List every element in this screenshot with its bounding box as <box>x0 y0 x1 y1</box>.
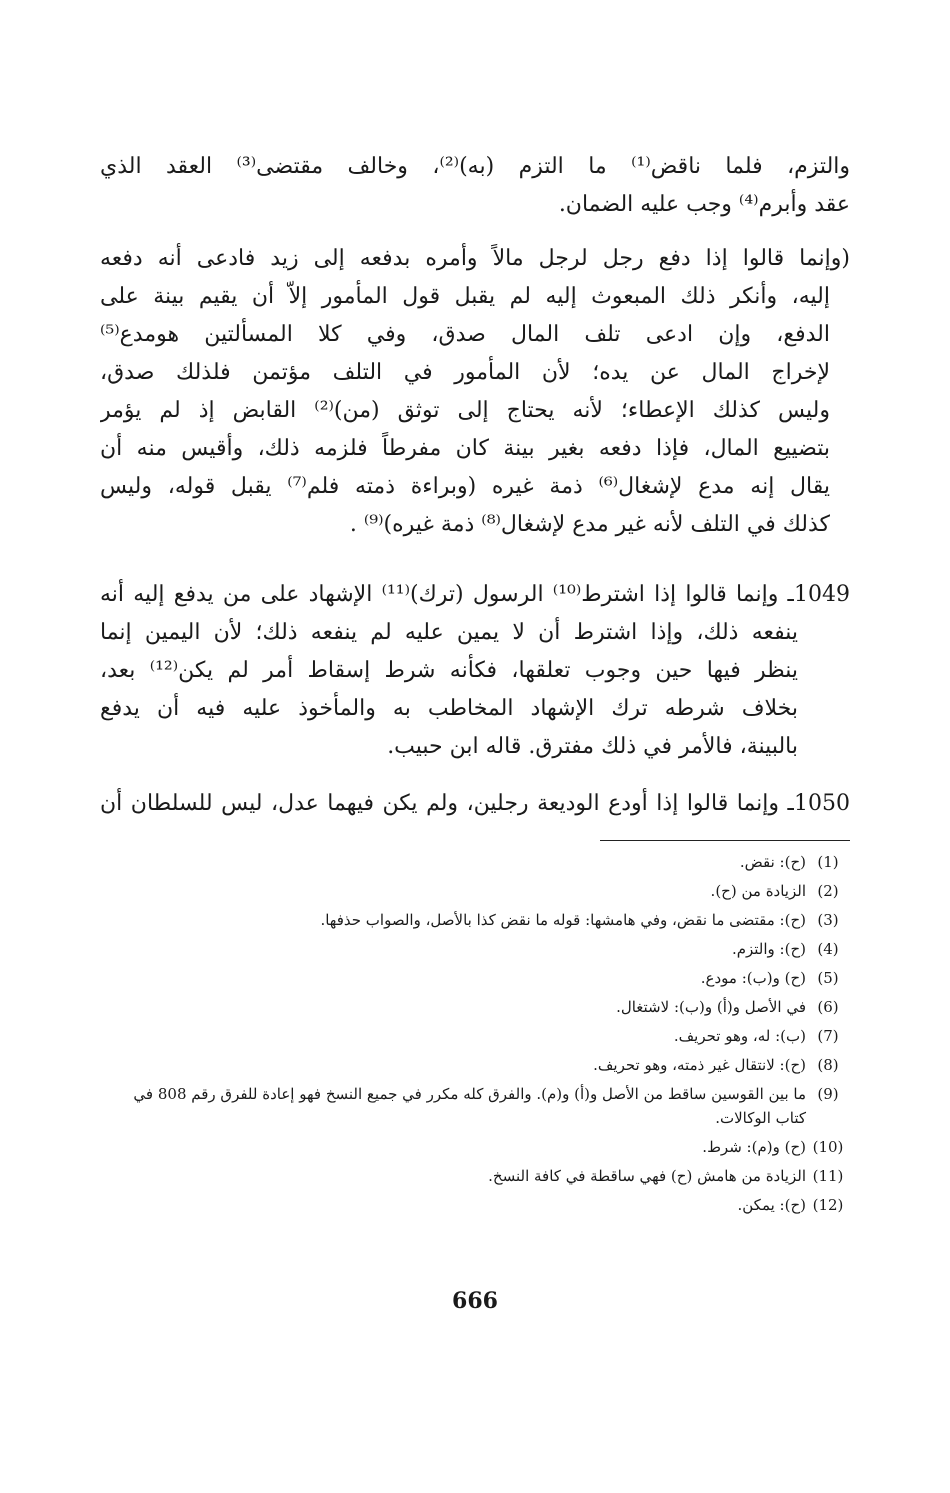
footnote <box>100 908 850 932</box>
footnote-text: الزيادة من هامش (ح) فهي ساقطة في كافة النسخ. <box>488 1167 806 1185</box>
paragraph-number: 1050 <box>794 791 850 816</box>
text-line: (وإنما قالوا إذا دفع رجل لرجل مالاً وأمره بدفعه إلى زيد فادعى أنه دفعه <box>100 246 850 271</box>
footnote-text: (ح): والتزم. <box>731 940 806 958</box>
text-line: يقال إنه مدع لإشغال⁽⁶⁾ ذمة غيره (وبراءة ذمته فلم⁽⁷⁾ يقبل قوله، وليس <box>100 474 830 499</box>
footnote <box>100 966 850 990</box>
footnotes <box>100 850 850 1222</box>
footnote-text: (ح): يمكن. <box>737 1196 806 1214</box>
footnote-number: (1) <box>817 853 839 871</box>
text-line: بتضييع المال، فإذا دفعه بغير بينة كان مفرطاً فلزمه ذلك، وأقيس منه أن <box>100 436 830 461</box>
text-line: ينفعه ذلك، وإذا اشترط أن لا يمين عليه لم ينفعه ذلك؛ لأن اليمين إنما <box>100 620 798 645</box>
text-line: إليه، وأنكر ذلك المبعوث إليه لم يقبل قول المأمور إلاّ أن يقيم بينة على <box>100 284 830 309</box>
footnote-number: (12) <box>812 1196 844 1214</box>
footnote-text: (ح) و(م): شرط. <box>702 1138 806 1156</box>
footnote-number: (7) <box>817 1027 839 1045</box>
text-line: بالبينة، فالأمر في ذلك مفترق. قاله ابن حبيب. <box>387 734 798 759</box>
footnote-text: الزيادة من (ح). <box>710 882 806 900</box>
text-line: وليس كذلك الإعطاء؛ لأنه يحتاج إلى توثق (من)⁽²⁾ القابض إذ لم يؤمر <box>100 398 830 423</box>
text-line: كذلك في التلف لأنه غير مدع لإشغال⁽⁸⁾ ذمة غيره)⁽⁹⁾ . <box>349 512 830 537</box>
footnote <box>100 1082 850 1130</box>
text-line: ـ وإنما قالوا إذا اشترط⁽¹⁰⁾ الرسول (ترك)⁽¹¹⁾ الإشهاد على من يدفع إليه أنه <box>100 582 794 607</box>
paragraph-1049 <box>100 576 850 766</box>
page-number: 666 <box>452 1288 498 1314</box>
footnote <box>100 937 850 961</box>
footnote <box>100 1164 850 1188</box>
footnote-number: (10) <box>812 1138 844 1156</box>
text-line: بخلاف شرطه ترك الإشهاد المخاطب به والمأخوذ عليه فيه أن يدفع <box>100 696 798 721</box>
footnote <box>100 995 850 1019</box>
footnote <box>100 879 850 903</box>
text-line: لإخراج المال عن يده؛ لأن المأمور في التلف مؤتمن فلذلك صدق، <box>100 360 830 385</box>
footnote-divider <box>600 840 850 841</box>
numbered-line <box>100 785 850 823</box>
footnote <box>100 1193 850 1217</box>
numbered-line <box>100 576 850 614</box>
footnote-number: (3) <box>817 911 839 929</box>
text-line: الدفع، وإن ادعى تلف المال صدق، وفي كلا المسألتين هومدع⁽⁵⁾ <box>100 322 830 347</box>
footnote-text: (ح): نقض. <box>739 853 806 871</box>
footnote-text: (ح): لانتقال غير ذمته، وهو تحريف. <box>593 1056 806 1074</box>
footnote-text: (ب): له، وهو تحريف. <box>673 1027 806 1045</box>
footnote-number: (8) <box>817 1056 839 1074</box>
text-line: ـ وإنما قالوا إذا أودع الوديعة رجلين، ولم يكن فيهما عدل، ليس للسلطان أن <box>100 791 794 816</box>
paragraph-continuation <box>100 148 850 224</box>
text-line: والتزم، فلما ناقض⁽¹⁾ ما التزم (به)⁽²⁾، وخالف مقتضى⁽³⁾ العقد الذي <box>100 154 850 179</box>
footnote-number: (2) <box>817 882 839 900</box>
paragraph-1050 <box>100 785 850 823</box>
footnote-number: (11) <box>812 1167 844 1185</box>
footnote <box>100 1053 850 1077</box>
paragraph-bracketed <box>100 240 850 544</box>
footnote <box>100 1135 850 1159</box>
paragraph-number: 1049 <box>794 582 850 607</box>
footnote-number: (5) <box>817 969 839 987</box>
footnote-text: (ح) و(ب): مودع. <box>700 969 806 987</box>
text-line: عقد وأبرم⁽⁴⁾ وجب عليه الضمان. <box>558 192 850 217</box>
footnote-number: (9) <box>817 1085 839 1103</box>
footnote-text: ما بين القوسين ساقط من الأصل و(أ) و(م). والفرق كله مكرر في جميع النسخ فهو إعادة للفرق رقم 808 في كتاب الوكالات. <box>133 1085 806 1127</box>
footnote-number: (4) <box>817 940 839 958</box>
footnote-text: في الأصل و(أ) و(ب): لاشتغال. <box>616 998 806 1016</box>
footnote-text: (ح): مقتضى ما نقض، وفي هامشها: قوله ما نقض كذا بالأصل، والصواب حذفها. <box>320 911 806 929</box>
text-line: ينظر فيها حين وجوب تعلقها، فكأنه شرط إسقاط أمر لم يكن⁽¹²⁾ بعد، <box>100 658 798 683</box>
footnote-number: (6) <box>817 998 839 1016</box>
footnote <box>100 850 850 874</box>
footnote <box>100 1024 850 1048</box>
